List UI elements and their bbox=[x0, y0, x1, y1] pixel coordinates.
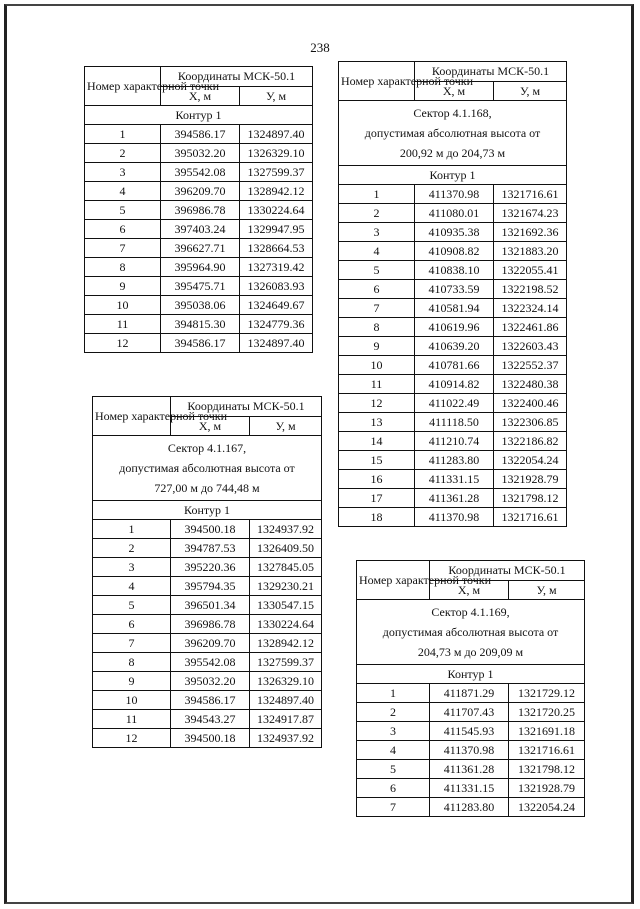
x-coordinate: 411080.01 bbox=[415, 204, 494, 223]
x-coordinate: 395794.35 bbox=[171, 577, 250, 596]
contour-row bbox=[357, 665, 585, 684]
table-row bbox=[339, 261, 567, 280]
point-number: 1 bbox=[339, 185, 415, 204]
point-number: 2 bbox=[339, 204, 415, 223]
x-coordinate: 411370.98 bbox=[415, 508, 494, 527]
table-row bbox=[93, 558, 322, 577]
table-row bbox=[339, 432, 567, 451]
y-header: У, м bbox=[509, 581, 585, 600]
y-coordinate: 1330224.64 bbox=[240, 201, 313, 220]
y-coordinate: 1324649.67 bbox=[240, 296, 313, 315]
x-coordinate: 410733.59 bbox=[415, 280, 494, 299]
sector-row bbox=[339, 101, 567, 166]
x-coordinate: 410781.66 bbox=[415, 356, 494, 375]
coordinates-table-1 bbox=[84, 66, 313, 353]
x-coordinate: 411283.80 bbox=[430, 798, 509, 817]
y-coordinate: 1330224.64 bbox=[250, 615, 322, 634]
point-number: 16 bbox=[339, 470, 415, 489]
table-row bbox=[339, 299, 567, 318]
y-coordinate: 1324897.40 bbox=[250, 691, 322, 710]
coordinates-table-sector-4-1-167 bbox=[92, 396, 322, 748]
point-number: 9 bbox=[85, 277, 161, 296]
point-number: 10 bbox=[339, 356, 415, 375]
table-row bbox=[93, 672, 322, 691]
x-coordinate: 396986.78 bbox=[171, 615, 250, 634]
y-coordinate: 1321928.79 bbox=[509, 779, 585, 798]
y-coordinate: 1329947.95 bbox=[240, 220, 313, 239]
point-number: 10 bbox=[93, 691, 171, 710]
contour-label: Контур 1 bbox=[85, 106, 313, 125]
table-row bbox=[85, 144, 313, 163]
table-row bbox=[357, 684, 585, 703]
header-row bbox=[85, 67, 313, 87]
table-row bbox=[357, 779, 585, 798]
coordinates-header: Координаты МСК-50.1 bbox=[415, 62, 567, 82]
table-row bbox=[93, 596, 322, 615]
point-number: 7 bbox=[93, 634, 171, 653]
x-coordinate: 394543.27 bbox=[171, 710, 250, 729]
contour-row bbox=[93, 501, 322, 520]
y-coordinate: 1329230.21 bbox=[250, 577, 322, 596]
point-number: 17 bbox=[339, 489, 415, 508]
x-coordinate: 394815.30 bbox=[161, 315, 240, 334]
x-coordinate: 411022.49 bbox=[415, 394, 494, 413]
table-row bbox=[85, 239, 313, 258]
x-coordinate: 396501.34 bbox=[171, 596, 250, 615]
y-coordinate: 1326083.93 bbox=[240, 277, 313, 296]
point-number: 6 bbox=[85, 220, 161, 239]
page-number: 238 bbox=[310, 40, 330, 55]
point-number: 9 bbox=[93, 672, 171, 691]
point-number: 5 bbox=[93, 596, 171, 615]
y-coordinate: 1324779.36 bbox=[240, 315, 313, 334]
table-row bbox=[339, 223, 567, 242]
sector-row bbox=[357, 600, 585, 665]
table-row bbox=[93, 577, 322, 596]
x-coordinate: 411361.28 bbox=[415, 489, 494, 508]
coordinates-header: Координаты МСК-50.1 bbox=[161, 67, 313, 87]
sector-line: допустимая абсолютная высота от bbox=[382, 625, 559, 639]
point-number: 3 bbox=[85, 163, 161, 182]
table-row bbox=[339, 413, 567, 432]
table-row bbox=[339, 508, 567, 527]
point-number: 2 bbox=[357, 703, 430, 722]
table-row bbox=[85, 125, 313, 144]
x-header: Х, м bbox=[415, 82, 494, 101]
y-coordinate: 1322186.82 bbox=[494, 432, 567, 451]
y-coordinate: 1324937.92 bbox=[250, 729, 322, 748]
x-coordinate: 394586.17 bbox=[161, 334, 240, 353]
sector-line: допустимая абсолютная высота от bbox=[119, 461, 295, 475]
x-coordinate: 410619.96 bbox=[415, 318, 494, 337]
point-number-header: Номер характерной точки bbox=[339, 62, 415, 101]
table-row bbox=[339, 489, 567, 508]
point-number-header: Номер характерной точки bbox=[357, 561, 430, 600]
y-coordinate: 1328942.12 bbox=[240, 182, 313, 201]
point-number: 13 bbox=[339, 413, 415, 432]
point-number: 14 bbox=[339, 432, 415, 451]
table-row bbox=[85, 201, 313, 220]
table-row bbox=[85, 258, 313, 277]
sector-description bbox=[339, 101, 567, 166]
x-coordinate: 410838.10 bbox=[415, 261, 494, 280]
point-number-header: Номер характерной точки bbox=[93, 397, 171, 436]
coordinates-table-sector-4-1-168 bbox=[338, 61, 567, 527]
x-coordinate: 396209.70 bbox=[171, 634, 250, 653]
coordinates-header: Координаты МСК-50.1 bbox=[430, 561, 585, 581]
y-coordinate: 1322198.52 bbox=[494, 280, 567, 299]
point-number: 6 bbox=[357, 779, 430, 798]
y-coordinate: 1322055.41 bbox=[494, 261, 567, 280]
point-number: 11 bbox=[93, 710, 171, 729]
coordinates-header: Координаты МСК-50.1 bbox=[171, 397, 322, 417]
x-coordinate: 395542.08 bbox=[161, 163, 240, 182]
y-coordinate: 1324937.92 bbox=[250, 520, 322, 539]
x-coordinate: 394787.53 bbox=[171, 539, 250, 558]
x-coordinate: 411118.50 bbox=[415, 413, 494, 432]
point-number: 1 bbox=[85, 125, 161, 144]
sector-line: допустимая абсолютная высота от bbox=[364, 126, 541, 140]
point-number: 11 bbox=[85, 315, 161, 334]
point-number: 8 bbox=[85, 258, 161, 277]
y-coordinate: 1321691.18 bbox=[509, 722, 585, 741]
y-coordinate: 1321716.61 bbox=[494, 185, 567, 204]
x-coordinate: 395220.36 bbox=[171, 558, 250, 577]
table-row bbox=[85, 220, 313, 239]
point-number: 12 bbox=[339, 394, 415, 413]
y-coordinate: 1321798.12 bbox=[509, 760, 585, 779]
y-coordinate: 1322400.46 bbox=[494, 394, 567, 413]
y-coordinate: 1328942.12 bbox=[250, 634, 322, 653]
y-coordinate: 1322480.38 bbox=[494, 375, 567, 394]
y-coordinate: 1328664.53 bbox=[240, 239, 313, 258]
table-row bbox=[357, 760, 585, 779]
table-row bbox=[93, 634, 322, 653]
y-coordinate: 1324897.40 bbox=[240, 125, 313, 144]
table-row bbox=[85, 277, 313, 296]
table-row bbox=[85, 334, 313, 353]
y-coordinate: 1322552.37 bbox=[494, 356, 567, 375]
point-number: 6 bbox=[339, 280, 415, 299]
y-coordinate: 1326409.50 bbox=[250, 539, 322, 558]
point-number: 6 bbox=[93, 615, 171, 634]
point-number: 4 bbox=[357, 741, 430, 760]
y-header: У, м bbox=[240, 87, 313, 106]
sector-description bbox=[93, 436, 322, 501]
x-coordinate: 395038.06 bbox=[161, 296, 240, 315]
y-coordinate: 1322461.86 bbox=[494, 318, 567, 337]
y-coordinate: 1324917.87 bbox=[250, 710, 322, 729]
table-row bbox=[357, 741, 585, 760]
table-row bbox=[93, 653, 322, 672]
point-number: 4 bbox=[85, 182, 161, 201]
y-coordinate: 1327599.37 bbox=[250, 653, 322, 672]
contour-label: Контур 1 bbox=[339, 166, 567, 185]
contour-label: Контур 1 bbox=[93, 501, 322, 520]
table-row bbox=[339, 337, 567, 356]
x-coordinate: 411370.98 bbox=[415, 185, 494, 204]
y-coordinate: 1326329.10 bbox=[240, 144, 313, 163]
table-row bbox=[339, 185, 567, 204]
point-number: 10 bbox=[85, 296, 161, 315]
point-number-header: Номер характерной точки bbox=[85, 67, 161, 106]
y-coordinate: 1327319.42 bbox=[240, 258, 313, 277]
point-number: 15 bbox=[339, 451, 415, 470]
y-coordinate: 1322306.85 bbox=[494, 413, 567, 432]
table-row bbox=[339, 204, 567, 223]
point-number: 4 bbox=[339, 242, 415, 261]
table-row bbox=[93, 710, 322, 729]
point-number: 5 bbox=[85, 201, 161, 220]
point-number: 3 bbox=[339, 223, 415, 242]
x-coordinate: 410914.82 bbox=[415, 375, 494, 394]
sector-line: Сектор 4.1.167, bbox=[167, 441, 247, 455]
sector-line: Сектор 4.1.169, bbox=[431, 605, 510, 619]
sector-line: 727,00 м до 744,48 м bbox=[154, 481, 260, 495]
y-coordinate: 1322054.24 bbox=[509, 798, 585, 817]
x-coordinate: 411331.15 bbox=[430, 779, 509, 798]
y-header: У, м bbox=[250, 417, 322, 436]
x-coordinate: 396209.70 bbox=[161, 182, 240, 201]
table-row bbox=[339, 451, 567, 470]
x-coordinate: 411331.15 bbox=[415, 470, 494, 489]
header-row bbox=[93, 397, 322, 417]
point-number: 12 bbox=[85, 334, 161, 353]
x-coordinate: 394500.18 bbox=[171, 520, 250, 539]
table-row bbox=[93, 520, 322, 539]
table-row bbox=[339, 375, 567, 394]
table-row bbox=[339, 318, 567, 337]
table-row bbox=[339, 280, 567, 299]
table-row bbox=[357, 798, 585, 817]
y-coordinate: 1322603.43 bbox=[494, 337, 567, 356]
y-coordinate: 1321674.23 bbox=[494, 204, 567, 223]
point-number: 1 bbox=[357, 684, 430, 703]
contour-row bbox=[85, 106, 313, 125]
x-coordinate: 410908.82 bbox=[415, 242, 494, 261]
table-row bbox=[357, 722, 585, 741]
x-coordinate: 411283.80 bbox=[415, 451, 494, 470]
y-coordinate: 1327845.05 bbox=[250, 558, 322, 577]
table-row bbox=[93, 615, 322, 634]
y-coordinate: 1327599.37 bbox=[240, 163, 313, 182]
x-coordinate: 410935.38 bbox=[415, 223, 494, 242]
x-coordinate: 411707.43 bbox=[430, 703, 509, 722]
x-coordinate: 411871.29 bbox=[430, 684, 509, 703]
point-number: 9 bbox=[339, 337, 415, 356]
contour-row bbox=[339, 166, 567, 185]
point-number: 8 bbox=[339, 318, 415, 337]
x-coordinate: 396627.71 bbox=[161, 239, 240, 258]
point-number: 8 bbox=[93, 653, 171, 672]
table-row bbox=[339, 356, 567, 375]
y-coordinate: 1321883.20 bbox=[494, 242, 567, 261]
table-row bbox=[339, 394, 567, 413]
table-row bbox=[93, 539, 322, 558]
header-row bbox=[357, 561, 585, 581]
x-coordinate: 410581.94 bbox=[415, 299, 494, 318]
y-coordinate: 1322324.14 bbox=[494, 299, 567, 318]
table-row bbox=[357, 703, 585, 722]
y-coordinate: 1330547.15 bbox=[250, 596, 322, 615]
x-coordinate: 395542.08 bbox=[171, 653, 250, 672]
x-coordinate: 395032.20 bbox=[161, 144, 240, 163]
x-coordinate: 411545.93 bbox=[430, 722, 509, 741]
x-coordinate: 397403.24 bbox=[161, 220, 240, 239]
y-coordinate: 1321928.79 bbox=[494, 470, 567, 489]
point-number: 3 bbox=[357, 722, 430, 741]
header-row bbox=[339, 62, 567, 82]
sector-row bbox=[93, 436, 322, 501]
y-coordinate: 1321692.36 bbox=[494, 223, 567, 242]
x-coordinate: 394500.18 bbox=[171, 729, 250, 748]
table-row bbox=[85, 315, 313, 334]
sector-line: 200,92 м до 204,73 м bbox=[399, 146, 506, 160]
table-row bbox=[339, 242, 567, 261]
x-coordinate: 395964.90 bbox=[161, 258, 240, 277]
point-number: 12 bbox=[93, 729, 171, 748]
x-coordinate: 395032.20 bbox=[171, 672, 250, 691]
point-number: 18 bbox=[339, 508, 415, 527]
x-coordinate: 395475.71 bbox=[161, 277, 240, 296]
x-coordinate: 394586.17 bbox=[171, 691, 250, 710]
sector-description bbox=[357, 600, 585, 665]
x-coordinate: 394586.17 bbox=[161, 125, 240, 144]
x-header: Х, м bbox=[161, 87, 240, 106]
point-number: 4 bbox=[93, 577, 171, 596]
point-number: 1 bbox=[93, 520, 171, 539]
table-row bbox=[85, 182, 313, 201]
point-number: 11 bbox=[339, 375, 415, 394]
x-header: Х, м bbox=[430, 581, 509, 600]
y-coordinate: 1321720.25 bbox=[509, 703, 585, 722]
y-coordinate: 1322054.24 bbox=[494, 451, 567, 470]
table-row bbox=[85, 163, 313, 182]
y-coordinate: 1321716.61 bbox=[509, 741, 585, 760]
y-coordinate: 1326329.10 bbox=[250, 672, 322, 691]
y-coordinate: 1324897.40 bbox=[240, 334, 313, 353]
point-number: 7 bbox=[339, 299, 415, 318]
table-row bbox=[93, 691, 322, 710]
point-number: 5 bbox=[357, 760, 430, 779]
table-row bbox=[93, 729, 322, 748]
sector-line: Сектор 4.1.168, bbox=[413, 106, 492, 120]
contour-label: Контур 1 bbox=[357, 665, 585, 684]
x-coordinate: 410639.20 bbox=[415, 337, 494, 356]
point-number: 7 bbox=[357, 798, 430, 817]
y-coordinate: 1321716.61 bbox=[494, 508, 567, 527]
point-number: 5 bbox=[339, 261, 415, 280]
point-number: 2 bbox=[93, 539, 171, 558]
y-coordinate: 1321729.12 bbox=[509, 684, 585, 703]
x-coordinate: 396986.78 bbox=[161, 201, 240, 220]
table-row bbox=[85, 296, 313, 315]
y-header: У, м bbox=[494, 82, 567, 101]
x-coordinate: 411210.74 bbox=[415, 432, 494, 451]
x-coordinate: 411361.28 bbox=[430, 760, 509, 779]
sector-line: 204,73 м до 209,09 м bbox=[417, 645, 524, 659]
coordinates-table-sector-4-1-169 bbox=[356, 560, 585, 817]
point-number: 2 bbox=[85, 144, 161, 163]
x-coordinate: 411370.98 bbox=[430, 741, 509, 760]
y-coordinate: 1321798.12 bbox=[494, 489, 567, 508]
point-number: 7 bbox=[85, 239, 161, 258]
table-row bbox=[339, 470, 567, 489]
x-header: Х, м bbox=[171, 417, 250, 436]
point-number: 3 bbox=[93, 558, 171, 577]
